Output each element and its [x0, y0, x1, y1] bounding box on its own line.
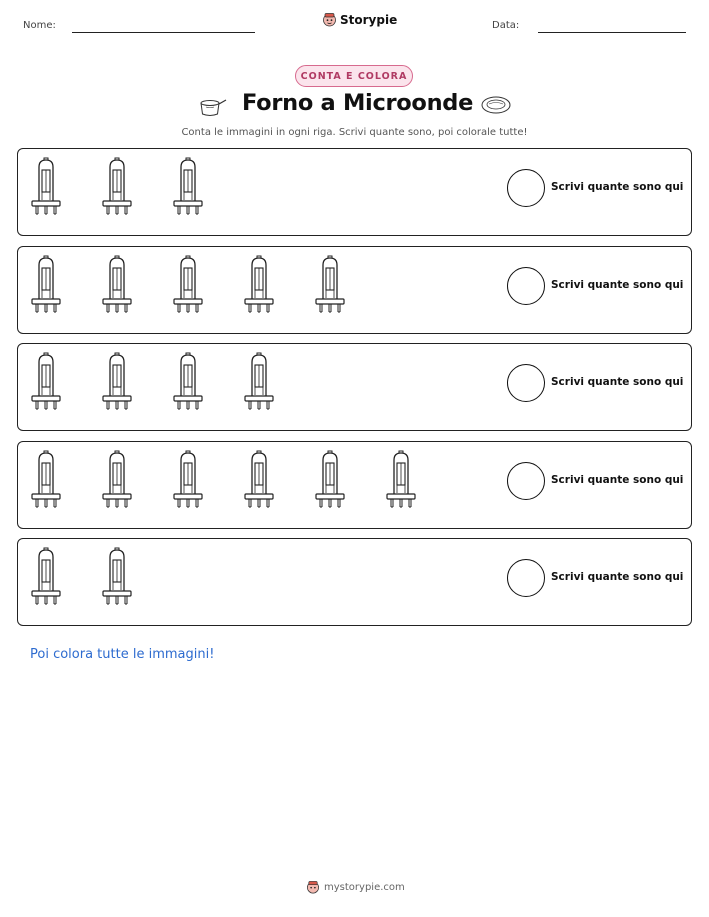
- vacuum-tube-icon[interactable]: [30, 157, 62, 221]
- vacuum-tube-icon[interactable]: [30, 547, 62, 611]
- vacuum-tube-icon[interactable]: [30, 450, 62, 514]
- vacuum-tube-icon[interactable]: [172, 255, 204, 319]
- answer-label: Scrivi quante sono qui: [551, 473, 684, 486]
- site-footer: [306, 880, 405, 894]
- answer-label: Scrivi quante sono qui: [551, 376, 684, 388]
- activity-tag: CONTA E COLORA: [295, 65, 413, 87]
- page-title: Forno a Microonde: [242, 90, 474, 116]
- counting-row: [17, 343, 692, 431]
- vacuum-tube-icon[interactable]: [101, 547, 133, 611]
- vacuum-tube-icon[interactable]: [101, 450, 133, 514]
- row-items: [30, 352, 275, 416]
- name-line[interactable]: [72, 32, 255, 33]
- brand: [322, 12, 397, 27]
- vacuum-tube-icon[interactable]: [172, 450, 204, 514]
- footer-note: Poi colora tutte le immagini!: [30, 647, 215, 662]
- answer-circle[interactable]: [507, 462, 545, 500]
- counting-row: [17, 538, 692, 626]
- date-line[interactable]: [538, 32, 686, 33]
- plate-icon: [480, 94, 512, 116]
- vacuum-tube-icon[interactable]: [385, 450, 417, 514]
- answer-circle[interactable]: [507, 267, 545, 305]
- counting-row: [17, 441, 692, 529]
- vacuum-tube-icon[interactable]: [172, 352, 204, 416]
- vacuum-tube-icon[interactable]: [101, 352, 133, 416]
- answer-label: Scrivi quante sono qui: [551, 181, 684, 193]
- brand-name: Storypie: [340, 12, 398, 27]
- row-items: [30, 450, 417, 514]
- answer-circle[interactable]: [507, 559, 545, 597]
- vacuum-tube-icon[interactable]: [30, 352, 62, 416]
- date-label: Data:: [492, 20, 520, 31]
- vacuum-tube-icon[interactable]: [172, 157, 204, 221]
- counting-row: [17, 246, 692, 334]
- title-row: [0, 88, 709, 126]
- answer-circle[interactable]: [507, 364, 545, 402]
- answer-circle[interactable]: [507, 169, 545, 207]
- name-label: Nome:: [23, 20, 56, 31]
- counting-row: [17, 148, 692, 236]
- vacuum-tube-icon[interactable]: [243, 255, 275, 319]
- vacuum-tube-icon[interactable]: [101, 255, 133, 319]
- pot-icon: [197, 94, 227, 118]
- row-items: [30, 547, 133, 611]
- answer-label: Scrivi quante sono qui: [551, 278, 684, 291]
- row-items: [30, 157, 204, 221]
- vacuum-tube-icon[interactable]: [314, 255, 346, 319]
- vacuum-tube-icon[interactable]: [243, 352, 275, 416]
- instructions: Conta le immagini in ogni riga. Scrivi quante sono, poi colorale tutte!: [181, 127, 528, 138]
- vacuum-tube-icon[interactable]: [243, 450, 275, 514]
- row-items: [30, 255, 346, 319]
- vacuum-tube-icon[interactable]: [314, 450, 346, 514]
- vacuum-tube-icon[interactable]: [101, 157, 133, 221]
- vacuum-tube-icon[interactable]: [30, 255, 62, 319]
- storypie-logo-icon: [322, 12, 337, 27]
- answer-label: Scrivi quante sono qui: [551, 571, 684, 583]
- site-url: mystorypie.com: [324, 881, 405, 893]
- storypie-logo-icon: [306, 880, 320, 894]
